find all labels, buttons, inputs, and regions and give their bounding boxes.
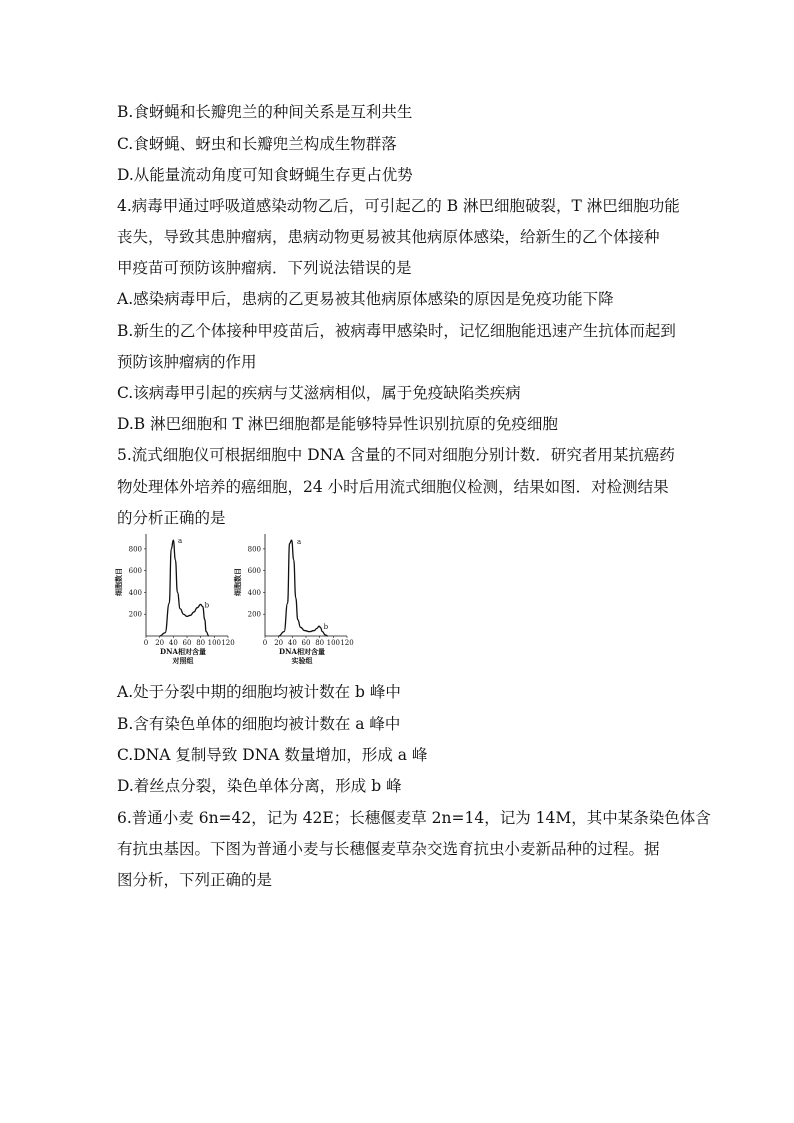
- option-b-q3: B.食蚜蝇和长瓣兜兰的种间关系是互利共生: [117, 103, 413, 121]
- y-tick-label: 200: [247, 610, 261, 619]
- option-b-q4-line-1: B.新生的乙个体接种甲疫苗后，被病毒甲感染时，记忆细胞能迅速产生抗体而起到: [117, 322, 676, 340]
- x-tick-label: 0: [262, 639, 268, 647]
- option-d-q3: D.从能量流动角度可知食蚜蝇生存更占优势: [117, 166, 413, 184]
- histogram-figure-svg: [112, 534, 362, 674]
- y-axis-label: 细胞数目: [233, 568, 242, 596]
- y-tick-label: 400: [247, 588, 261, 597]
- group-title: 实验组: [291, 656, 313, 665]
- question-4-line-2: 丧失，导致其患肿瘤病，患病动物更易被其他病原体感染，给新生的乙个体接种: [117, 228, 660, 246]
- x-tick-label: 40: [287, 639, 297, 647]
- question-6-line-3: 图分析，下列正确的是: [117, 871, 273, 889]
- peak-label-b: b: [323, 623, 329, 632]
- x-axis-label: DNA相对含量: [160, 647, 206, 656]
- option-a-q5: A.处于分裂中期的细胞均被计数在 b 峰中: [117, 683, 401, 701]
- y-axis-label: 细胞数目: [114, 568, 123, 596]
- question-4-line-1: 4.病毒甲通过呼吸道感染动物乙后，可引起乙的 B 淋巴细胞破裂，T 淋巴细胞功能: [117, 197, 680, 215]
- question-5-line-3: 的分析正确的是: [117, 509, 226, 527]
- histogram-curve: [279, 540, 328, 636]
- experiment-group-histogram: [233, 534, 354, 665]
- peak-label-b: b: [204, 601, 210, 610]
- x-tick-label: 100: [326, 639, 341, 647]
- x-tick-label: 60: [182, 639, 192, 647]
- option-c-q4: C.该病毒甲引起的疾病与艾滋病相似，属于免疫缺陷类疾病: [117, 384, 521, 402]
- y-tick-label: 200: [128, 610, 142, 619]
- option-c-q3: C.食蚜蝇、蚜虫和长瓣兜兰构成生物群落: [117, 135, 397, 153]
- option-c-q5: C.DNA 复制导致 DNA 数量增加，形成 a 峰: [117, 746, 428, 764]
- question-6-line-2: 有抗虫基因。下图为普通小麦与长穗偃麦草杂交选育抗虫小麦新品种的过程。据: [117, 840, 660, 858]
- x-tick-label: 20: [274, 639, 284, 647]
- group-title: 对照组: [172, 656, 194, 665]
- question-6-line-1: 6.普通小麦 6n=42，记为 42E；长穗偃麦草 2n=14，记为 14M，其中某条染色体含: [117, 809, 711, 827]
- peak-label-a: a: [178, 537, 183, 546]
- peak-label-a: a: [297, 538, 302, 547]
- y-tick-label: 800: [128, 545, 142, 554]
- option-b-q4-line-2: 预防该肿瘤病的作用: [117, 353, 257, 371]
- option-b-q5: B.含有染色单体的细胞均被计数在 a 峰中: [117, 715, 401, 733]
- x-axis-label: DNA相对含量: [279, 647, 325, 656]
- option-d-q5: D.着丝点分裂，染色单体分离，形成 b 峰: [117, 777, 402, 795]
- y-tick-label: 600: [247, 567, 261, 576]
- x-tick-label: 80: [196, 639, 206, 647]
- y-tick-label: 400: [128, 588, 142, 597]
- option-a-q4: A.感染病毒甲后，患病的乙更易被其他病原体感染的原因是免疫功能下降: [117, 290, 614, 308]
- x-tick-label: 80: [315, 639, 325, 647]
- x-tick-label: 120: [221, 639, 235, 647]
- flow-cytometry-figure: [112, 534, 362, 674]
- x-tick-label: 40: [168, 639, 178, 647]
- x-tick-label: 120: [340, 639, 354, 647]
- question-4-line-3: 甲疫苗可预防该肿瘤病．下列说法错误的是: [117, 259, 412, 277]
- histogram-curve: [160, 540, 209, 636]
- y-tick-label: 600: [128, 567, 142, 576]
- control-group-histogram: [114, 534, 235, 665]
- option-d-q4: D.B 淋巴细胞和 T 淋巴细胞都是能够特异性识别抗原的免疫细胞: [117, 415, 558, 433]
- x-tick-label: 100: [207, 639, 222, 647]
- question-5-line-2: 物处理体外培养的癌细胞，24 小时后用流式细胞仪检测，结果如图．对检测结果: [117, 478, 669, 496]
- y-tick-label: 800: [247, 545, 261, 554]
- question-5-line-1: 5.流式细胞仪可根据细胞中 DNA 含量的不同对细胞分别计数．研究者用某抗癌药: [117, 446, 675, 464]
- x-tick-label: 60: [301, 639, 311, 647]
- x-tick-label: 0: [143, 639, 149, 647]
- x-tick-label: 20: [155, 639, 165, 647]
